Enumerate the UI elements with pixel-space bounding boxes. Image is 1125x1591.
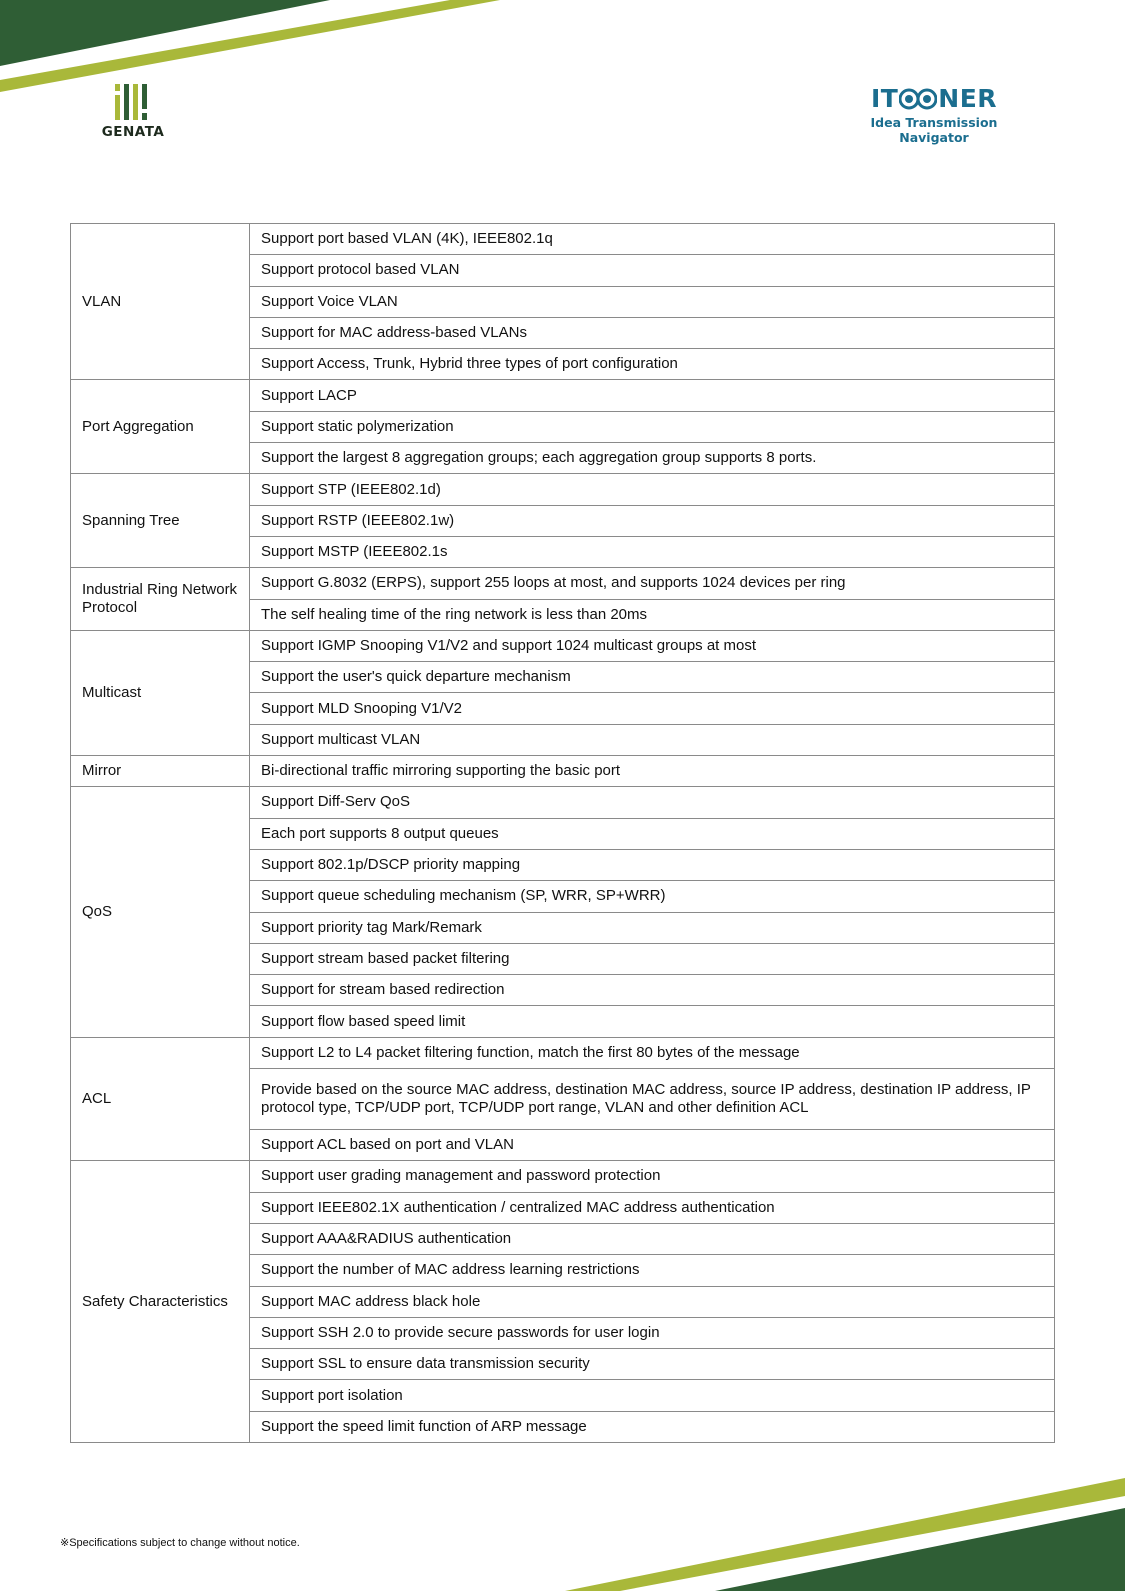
table-row: [71, 756, 1055, 787]
spec-feature: Support RSTP (IEEE802.1w): [250, 505, 1055, 536]
spec-category: ACL: [71, 1037, 250, 1161]
spec-feature: Support port based VLAN (4K), IEEE802.1q: [250, 224, 1055, 255]
table-row: [71, 568, 1055, 599]
itooner-prefix: IT: [870, 84, 899, 113]
itooner-suffix: NER: [938, 84, 998, 113]
spec-feature: Support G.8032 (ERPS), support 255 loops at most, and supports 1024 devices per ring: [250, 568, 1055, 599]
table-row: [71, 380, 1055, 411]
table-row: [71, 787, 1055, 818]
double-o-eyes-icon: [899, 87, 937, 111]
footnote: ※Specifications subject to change without notice.: [60, 1537, 300, 1549]
spec-feature: Support MSTP (IEEE802.1s: [250, 536, 1055, 567]
spec-category: Mirror: [71, 756, 250, 787]
spec-feature: Support 802.1p/DSCP priority mapping: [250, 849, 1055, 880]
table-row: [71, 224, 1055, 255]
table-row: [71, 1161, 1055, 1192]
spec-feature: Support AAA&RADIUS authentication: [250, 1223, 1055, 1254]
spec-feature: Support the user's quick departure mechanism: [250, 662, 1055, 693]
table-row: [71, 1037, 1055, 1068]
genata-wordmark: GENATA: [101, 124, 165, 140]
spec-feature: Support static polymerization: [250, 411, 1055, 442]
spec-feature: Support IGMP Snooping V1/V2 and support 1024 multicast groups at most: [250, 630, 1055, 661]
spec-feature: Each port supports 8 output queues: [250, 818, 1055, 849]
spec-feature: Support Voice VLAN: [250, 286, 1055, 317]
table-row: [71, 630, 1055, 661]
itooner-tagline: Idea Transmission Navigator: [870, 115, 998, 145]
spec-table: [70, 223, 1055, 1443]
spec-feature: Support MAC address black hole: [250, 1286, 1055, 1317]
spec-category: Port Aggregation: [71, 380, 250, 474]
spec-feature: Support queue scheduling mechanism (SP, WRR, SP+WRR): [250, 881, 1055, 912]
itooner-wordmark: [871, 84, 997, 113]
spec-feature: Support IEEE802.1X authentication / centralized MAC address authentication: [250, 1192, 1055, 1223]
spec-feature: Support flow based speed limit: [250, 1006, 1055, 1037]
table-row: [71, 474, 1055, 505]
spec-category: Safety Characteristics: [71, 1161, 250, 1443]
spec-feature: Support the largest 8 aggregation groups; each aggregation group supports 8 ports.: [250, 443, 1055, 474]
spec-feature: Support protocol based VLAN: [250, 255, 1055, 286]
spec-feature: The self healing time of the ring network is less than 20ms: [250, 599, 1055, 630]
spec-category: VLAN: [71, 224, 250, 380]
genata-logo: [98, 82, 168, 140]
spec-feature: Support stream based packet filtering: [250, 943, 1055, 974]
spec-feature: Support Access, Trunk, Hybrid three types of port configuration: [250, 349, 1055, 380]
spec-feature: Support STP (IEEE802.1d): [250, 474, 1055, 505]
spec-feature: Support priority tag Mark/Remark: [250, 912, 1055, 943]
spec-feature: Support multicast VLAN: [250, 724, 1055, 755]
spec-category: Spanning Tree: [71, 474, 250, 568]
spec-category: Multicast: [71, 630, 250, 755]
spec-category: Industrial Ring Network Protocol: [71, 568, 250, 631]
spec-feature: Support L2 to L4 packet filtering function, match the first 80 bytes of the message: [250, 1037, 1055, 1068]
spec-feature: Support the speed limit function of ARP message: [250, 1411, 1055, 1442]
spec-category: QoS: [71, 787, 250, 1037]
genata-bars-icon: [113, 82, 153, 122]
spec-feature: Bi-directional traffic mirroring supporting the basic port: [250, 756, 1055, 787]
spec-feature: Support for MAC address-based VLANs: [250, 317, 1055, 348]
spec-feature: Support ACL based on port and VLAN: [250, 1130, 1055, 1161]
spec-feature: Support port isolation: [250, 1380, 1055, 1411]
spec-feature: Provide based on the source MAC address, destination MAC address, source IP address, destination IP address, IP protocol type, TCP/UDP port, TCP/UDP port range, VLAN and other definition ACL: [250, 1069, 1055, 1130]
spec-feature: Support SSH 2.0 to provide secure passwords for user login: [250, 1317, 1055, 1348]
spec-feature: Support for stream based redirection: [250, 975, 1055, 1006]
itooner-logo: [836, 84, 1032, 145]
spec-feature: Support Diff-Serv QoS: [250, 787, 1055, 818]
spec-feature: Support LACP: [250, 380, 1055, 411]
spec-table-body: [71, 224, 1055, 1443]
spec-feature: Support the number of MAC address learning restrictions: [250, 1255, 1055, 1286]
spec-feature: Support user grading management and password protection: [250, 1161, 1055, 1192]
spec-feature: Support SSL to ensure data transmission security: [250, 1349, 1055, 1380]
spec-feature: Support MLD Snooping V1/V2: [250, 693, 1055, 724]
